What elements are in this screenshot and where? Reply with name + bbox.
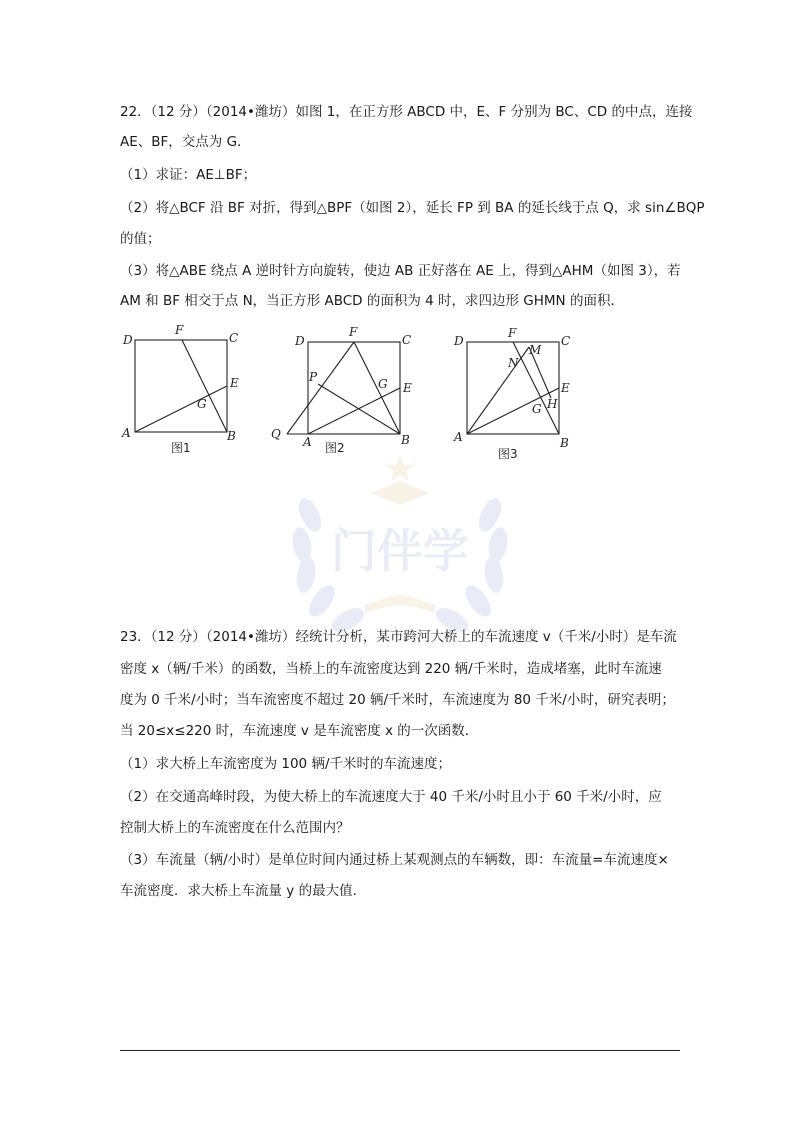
fig3-label-H: H (547, 397, 558, 411)
fig1-label-C: C (229, 331, 239, 345)
fig1-label-G: G (197, 397, 207, 411)
fig3-label-A: A (454, 430, 463, 444)
fig1-label-F: F (175, 323, 184, 337)
figure-1 (115, 320, 265, 460)
fig3-label-B: B (560, 436, 569, 450)
fig1-label-A: A (122, 426, 131, 440)
fig3-label-M: M (529, 343, 542, 357)
fig3-label-C: C (561, 334, 571, 348)
fig3-label-E: E (561, 381, 570, 395)
fig2-label-B: B (401, 433, 410, 447)
fig1-label-D: D (123, 333, 133, 347)
fig3-label-D: D (454, 334, 464, 348)
fig2-label-D: D (295, 334, 305, 348)
q22-line-4: （2）将△BCF 沿 BF 对折，得到△BPF（如图 2），延长 FP 到 BA 的延长线于点 Q，求 sin∠BQP (120, 200, 705, 216)
fig1-label-B: B (227, 429, 236, 443)
fig2-label-E: E (403, 381, 412, 395)
footer-divider (120, 1050, 680, 1051)
fig3-caption: 图3 (498, 447, 518, 461)
q23-line-2: 密度 x（辆/千米）的函数，当桥上的车流密度达到 220 辆/千米时，造成堵塞，此时车流速 (120, 661, 662, 677)
q22-line-2: AE、BF，交点为 G． (120, 134, 251, 150)
fig2-label-A: A (303, 435, 312, 449)
fig2-label-P: P (309, 370, 318, 384)
q22-line-6: （3）将△ABE 绕点 A 逆时针方向旋转，使边 AB 正好落在 AE 上，得到△AHM（如图 3），若 (120, 263, 681, 279)
q22-line-1: 22．（12 分）（2014•潍坊）如图 1，在正方形 ABCD 中，E、F 分别为 BC、CD 的中点，连接 (120, 104, 693, 120)
figure-3 (450, 320, 600, 465)
fig2-caption: 图2 (325, 441, 345, 455)
q23-line-4: 当 20≤x≤220 时，车流速度 v 是车流密度 x 的一次函数． (120, 723, 479, 739)
fig3-label-G: G (532, 402, 542, 416)
q23-line-3: 度为 0 千米/小时；当车流密度不超过 20 辆/千米时，车流速度为 80 千米/小时，研究表明； (120, 692, 675, 708)
fig3-label-N: N (508, 356, 519, 370)
q23-line-5: （1）求大桥上车流密度为 100 辆/千米时的车流速度； (120, 756, 451, 772)
watermark-text: 门伴学 (331, 524, 469, 578)
fig1-geometry (135, 340, 227, 432)
fig2-label-G: G (378, 377, 388, 391)
fig2-label-Q: Q (271, 427, 281, 441)
q22-line-3: （1）求证：AE⊥BF； (120, 167, 257, 183)
q23-line-6: （2）在交通高峰时段，为使大桥上的车流速度大于 40 千米/小时且小于 60 千米/小时，应 (120, 789, 662, 805)
watermark-logo (270, 445, 530, 645)
fig1-caption: 图1 (171, 441, 191, 455)
q22-line-7: AM 和 BF 相交于点 N，当正方形 ABCD 的面积为 4 时，求四边形 GHMN 的面积． (120, 293, 624, 309)
q23-line-9: 车流密度．求大桥上车流量 y 的最大值． (120, 883, 367, 899)
fig2-label-F: F (349, 325, 358, 339)
figure-2 (265, 320, 425, 460)
q23-line-1: 23．（12 分）（2014•潍坊）经统计分析，某市跨河大桥上的车流速度 v（千米/小时）是车流 (120, 629, 677, 645)
q23-line-7: 控制大桥上的车流密度在什么范围内？ (120, 820, 350, 836)
fig2-label-C: C (402, 333, 412, 347)
q23-line-8: （3）车流量（辆/小时）是单位时间内通过桥上某观测点的车辆数，即：车流量=车流速度× (120, 852, 669, 868)
fig1-label-E: E (230, 376, 239, 390)
q22-line-5: 的值； (120, 231, 161, 247)
fig3-label-F: F (508, 326, 517, 340)
